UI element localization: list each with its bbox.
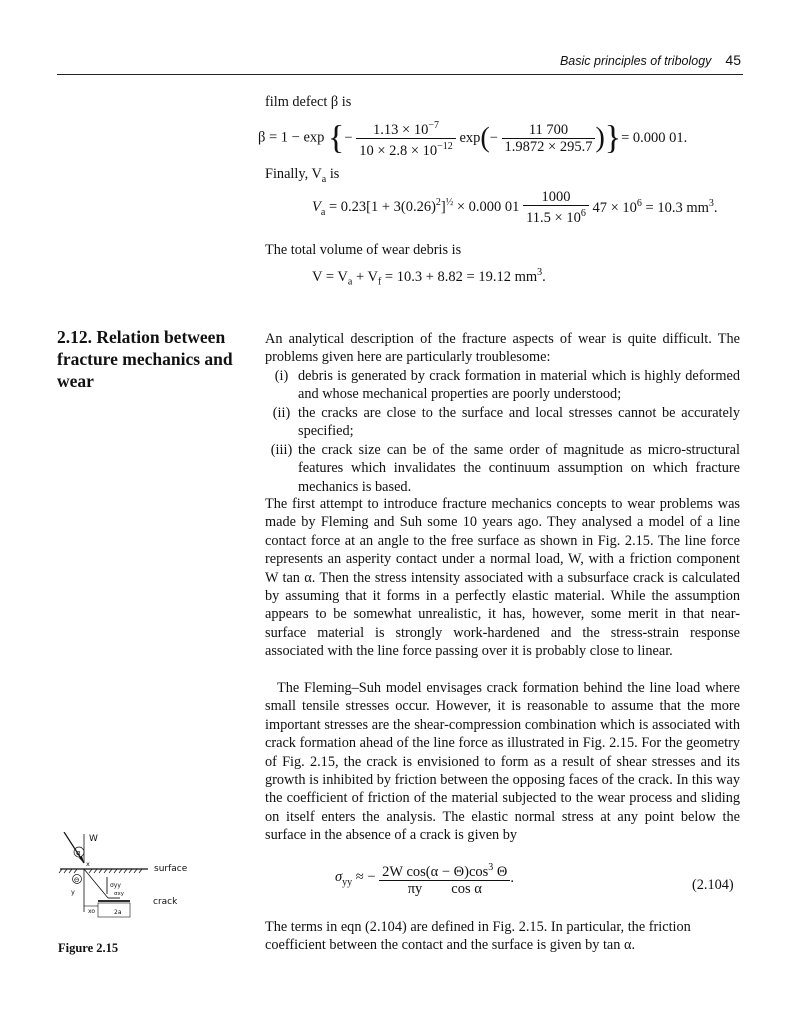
beta-exp-word: exp bbox=[459, 129, 481, 146]
beta-lhs: β = 1 − exp bbox=[258, 129, 325, 146]
va-tail2-exp: 3 bbox=[708, 198, 714, 209]
list-item-number: (i) bbox=[274, 368, 289, 384]
total-end: . bbox=[542, 268, 546, 285]
beta-fraction-2 bbox=[502, 122, 596, 155]
total-text2: + V bbox=[352, 268, 378, 285]
header-rule bbox=[57, 74, 743, 75]
sigma-end: . bbox=[510, 869, 515, 886]
sigma-fraction bbox=[379, 860, 510, 897]
va-tail-exp: 6 bbox=[636, 198, 642, 209]
label-alpha: α bbox=[76, 849, 81, 857]
sigma-lhs: σ bbox=[335, 868, 343, 885]
list-item-number: (ii) bbox=[272, 405, 291, 421]
beta-fraction-1 bbox=[356, 118, 456, 159]
list-item-text: the crack size can be of the same order of magnitude as micro-structural features which invalidates the continuum assumption on which fracture mechanics is based. bbox=[298, 442, 740, 495]
sigma-num: 2W cos(α − Θ)cos bbox=[382, 863, 489, 880]
list-item bbox=[265, 404, 740, 441]
sigma-lhs-sub: yy bbox=[342, 876, 353, 888]
label-sigma-xy: σxy bbox=[114, 891, 124, 897]
label-2a: 2a bbox=[114, 909, 122, 916]
film-defect-line: film defect β is bbox=[265, 94, 352, 110]
label-w: W bbox=[89, 834, 98, 844]
label-sigma-yy: σyy bbox=[110, 882, 121, 889]
finally-is: is bbox=[326, 166, 340, 182]
va-lhs-sub: a bbox=[320, 206, 326, 218]
beta-num1: 1.13 × 10 bbox=[373, 121, 429, 138]
label-xo: xo bbox=[88, 908, 96, 915]
list-item bbox=[265, 367, 740, 404]
brace-right: } bbox=[604, 119, 622, 157]
page-number: 45 bbox=[725, 52, 741, 68]
section-heading: 2.12. Relation between fracture mechanics and wear bbox=[57, 327, 233, 391]
beta-result: = 0.000 01. bbox=[621, 129, 688, 146]
va-tail2: = 10.3 mm bbox=[641, 199, 709, 216]
va-den: 11.5 × 10 bbox=[526, 209, 581, 226]
equation-va bbox=[312, 189, 718, 226]
beta-num2: 11 700 bbox=[502, 122, 596, 139]
section-intro-paragraph: An analytical description of the fracture aspects of wear is quite difficult. The problems given here are particularly troublesome: bbox=[265, 331, 740, 366]
finally-line bbox=[265, 165, 339, 189]
label-crack: crack bbox=[153, 897, 178, 907]
paragraph-terms: The terms in eqn (2.104) are defined in Fig. 2.15. In particular, the friction coefficient between the contact and the surface is given by tan α. bbox=[265, 919, 691, 954]
brace-left: { bbox=[328, 119, 345, 157]
equation-number: (2.104) bbox=[692, 877, 734, 893]
figure-caption: Figure 2.15 bbox=[58, 941, 119, 955]
equation-sigma-yy bbox=[335, 860, 514, 897]
beta-den1-exp: −12 bbox=[437, 140, 453, 152]
paragraph-crack-formation: The Fleming–Suh model envisages crack formation behind the line load where small tensile stresses occur. However, it is reasonable to assume that the more important stresses are the shear-compression combination which is associated with crack formation ahead of the line force as illustrated in Fig. 2.15. For the geometry of Fig. 2.15, the crack is envisioned to form as a result of shear stresses and its growth is inhibited by friction between the opposing faces of the crack. In this way the coefficient of friction of the material subjected to the wear process and sliding on itself enters the analysis. The elastic normal stress at any point below the surface in the absence of a crack is given by bbox=[265, 680, 740, 844]
running-header bbox=[0, 52, 741, 68]
total-sub-f: f bbox=[377, 276, 382, 288]
total-text1: V = V bbox=[312, 268, 348, 285]
va-fraction bbox=[523, 189, 589, 226]
total-volume-line: The total volume of wear debris is bbox=[265, 242, 462, 258]
va-expr: = 0.23[1 + 3(0.26) bbox=[325, 198, 436, 215]
sigma-approx: ≈ − bbox=[352, 868, 376, 885]
beta-den2: 1.9872 × 295.7 bbox=[504, 138, 593, 155]
list-item-number: (iii) bbox=[270, 442, 293, 458]
list-item-text: debris is generated by crack formation in material which is highly deformed and whose mechanical properties are poorly understood; bbox=[298, 368, 740, 403]
va-lhs: V bbox=[312, 198, 321, 215]
sigma-num-exp: 3 bbox=[488, 862, 494, 873]
label-theta: Θ bbox=[74, 876, 80, 884]
va-sq: 2 bbox=[435, 197, 441, 209]
running-title: Basic principles of tribology bbox=[559, 54, 712, 68]
figure-2-15-diagram bbox=[58, 832, 188, 924]
equation-beta: β = 1 − exp {− $\frac{1.13 \times 10^{-7}}{10 \times 2.8 \times 10^{-12}}$ exp(− $\frac{11 700}{1.9872 \times 295.7}$ )}= 0.000 01. bbox=[258, 119, 688, 159]
total-text3: = 10.3 + 8.82 = 19.12 mm bbox=[381, 268, 538, 285]
va-num: 1000 bbox=[523, 189, 589, 206]
finally-sub: a bbox=[321, 173, 327, 185]
paragraph-fleming-suh: The first attempt to introduce fracture mechanics concepts to wear problems was made by Fleming and Suh some 10 years ago. They analysed a model of a line contact force at an angle to the free surface as shown in Fig. 2.15. The line force represents an asperity contact under a normal load, W, with a friction component W tan α. Then the stress intensity associated with a subsurface crack is calculated by assuming that it forms in a perfectly elastic material. While the assumption appears to be somewhat unrealistic, it has, however, some merit in that near-surface material is strongly work-hardened and the stress-strain response associated with the line force passing over it is probably close to linear. bbox=[265, 496, 740, 660]
va-mult: × 0.000 01 bbox=[453, 198, 520, 215]
list-item-text: the cracks are close to the surface and local stresses cannot be accurately specified; bbox=[298, 405, 740, 440]
theta-ray bbox=[84, 869, 108, 898]
finally-text: Finally, V bbox=[265, 166, 322, 182]
va-bracket: ] bbox=[440, 198, 446, 215]
sigma-den2: cos α bbox=[451, 880, 482, 897]
beta-num1-exp: −7 bbox=[428, 120, 439, 131]
label-surface: surface bbox=[154, 864, 188, 874]
beta-den1: 10 × 2.8 × 10 bbox=[359, 142, 438, 159]
va-end: . bbox=[713, 199, 718, 216]
total-exp: 3 bbox=[537, 267, 543, 278]
equation-total bbox=[312, 267, 546, 288]
sigma-num-end: Θ bbox=[493, 863, 508, 880]
va-tail: 47 × 10 bbox=[592, 199, 637, 216]
sigma-den1: πy bbox=[407, 880, 423, 897]
label-x: x bbox=[86, 860, 90, 868]
va-den-exp: 6 bbox=[580, 208, 586, 219]
list-item bbox=[265, 441, 740, 496]
total-sub-a: a bbox=[347, 276, 353, 288]
va-half: ½ bbox=[445, 197, 454, 209]
label-y: y bbox=[71, 888, 75, 896]
